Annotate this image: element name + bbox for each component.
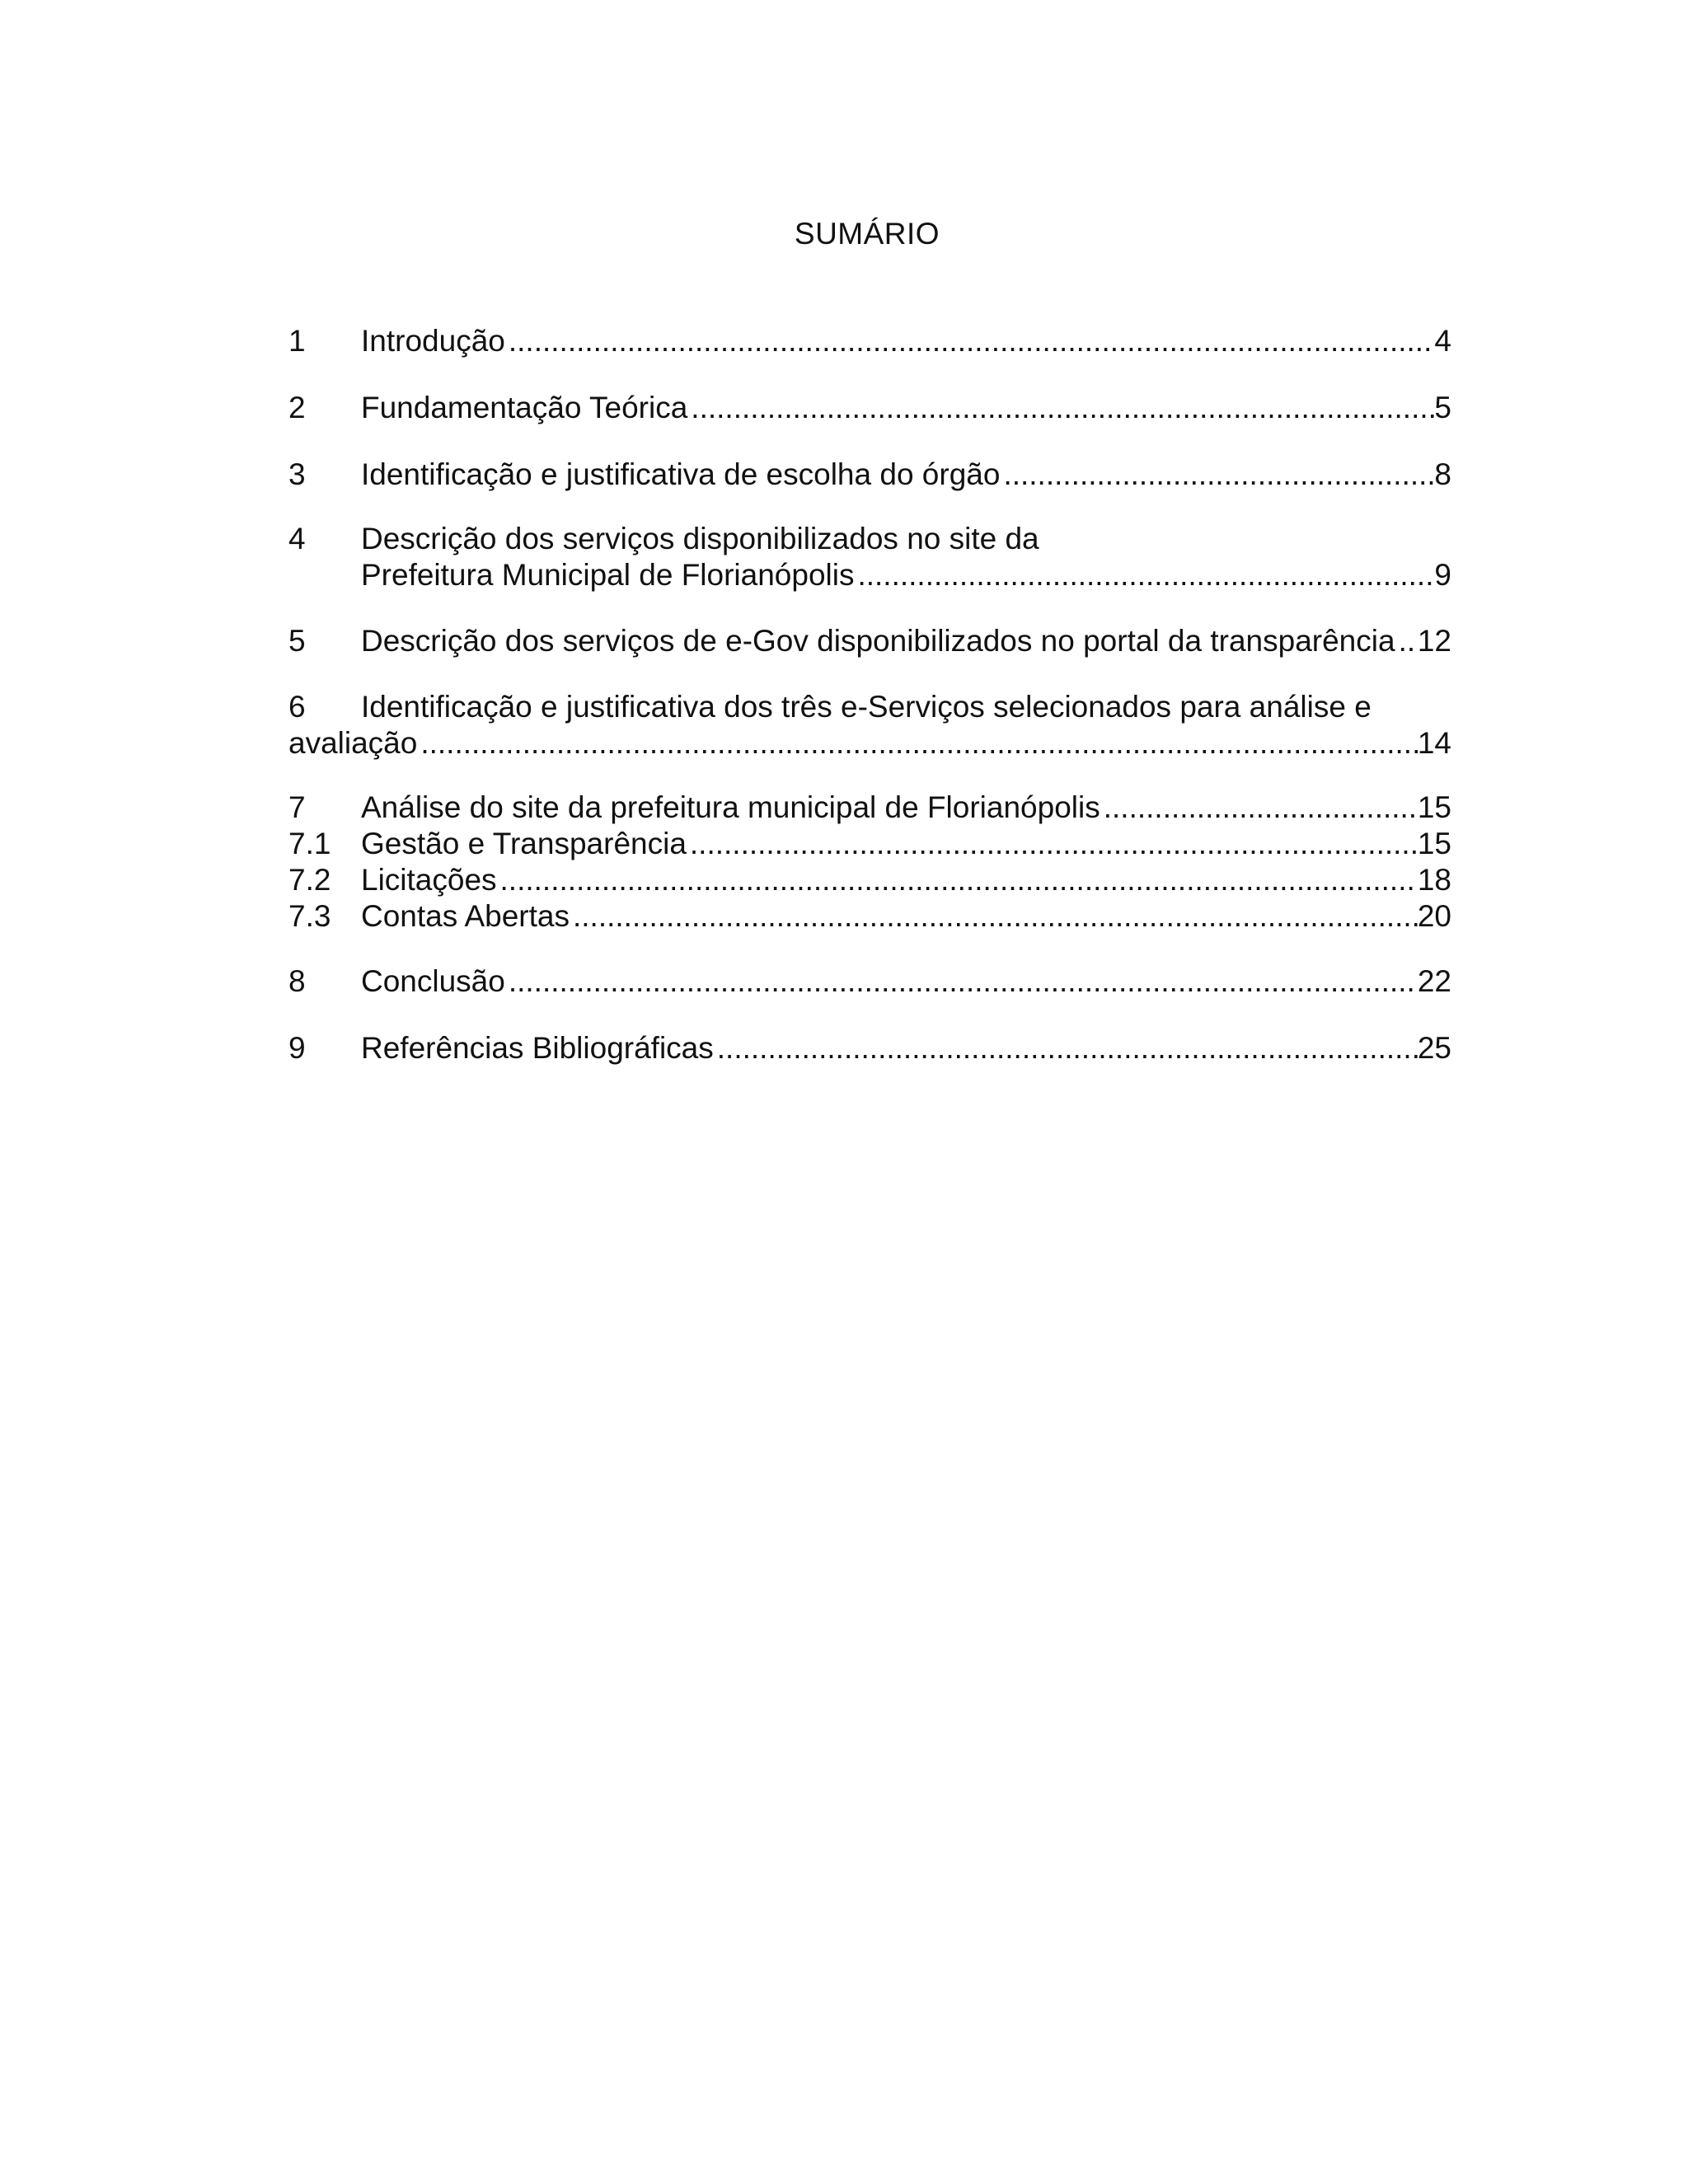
toc-number: 1 xyxy=(288,324,306,358)
toc-number: 7 xyxy=(288,790,306,824)
toc-page-number: 12 xyxy=(1417,624,1451,658)
toc-title: Gestão e Transparência xyxy=(361,827,687,860)
toc-entry-8[interactable] xyxy=(288,963,1451,1000)
toc-title: Conclusão xyxy=(361,964,505,998)
toc-number: 5 xyxy=(288,624,306,658)
dot-leader xyxy=(1100,790,1418,826)
toc-entry-6-continuation[interactable] xyxy=(288,725,1451,762)
dot-leader xyxy=(505,963,1418,1000)
toc-number: 3 xyxy=(288,457,306,491)
toc-page-number: 8 xyxy=(1434,457,1451,491)
toc-title: Licitações xyxy=(361,863,497,897)
toc-page-number: 22 xyxy=(1417,964,1451,998)
toc-entry-3[interactable] xyxy=(288,457,1451,493)
toc-entry-4-continuation[interactable] xyxy=(288,557,1451,593)
toc-title-line1: Identificação e justificativa dos três e-Serviços selecionados para análise e xyxy=(361,690,1372,724)
dot-leader xyxy=(1000,457,1434,493)
toc-number: 4 xyxy=(288,522,306,555)
toc-title: Descrição dos serviços de e-Gov disponibilizados no portal da transparência xyxy=(361,624,1395,658)
toc-page-number: 18 xyxy=(1417,863,1451,897)
toc-number: 7.2 xyxy=(288,863,331,897)
dot-leader xyxy=(687,826,1418,862)
dot-leader xyxy=(1395,623,1418,659)
toc-number: 7.1 xyxy=(288,827,331,860)
toc-title-line2: Prefeitura Municipal de Florianópolis xyxy=(361,558,855,592)
toc-title: Contas Abertas xyxy=(361,899,570,933)
toc-title-line2: avaliação xyxy=(288,726,418,760)
page-title: SUMÁRIO xyxy=(794,217,940,251)
toc-entry-6[interactable] xyxy=(288,689,1451,725)
toc-page-number: 9 xyxy=(1434,558,1451,592)
toc-title: Identificação e justificativa de escolha do órgão xyxy=(361,457,1001,491)
toc-page-number: 25 xyxy=(1417,1031,1451,1065)
toc-page-number: 5 xyxy=(1434,391,1451,424)
toc-entry-2[interactable] xyxy=(288,390,1451,426)
toc-page-number: 15 xyxy=(1417,827,1451,860)
dot-leader xyxy=(417,725,1418,762)
toc-title: Fundamentação Teórica xyxy=(361,391,688,424)
toc-entry-9[interactable] xyxy=(288,1030,1451,1066)
toc-number: 9 xyxy=(288,1031,306,1065)
dot-leader xyxy=(570,898,1418,935)
toc-page-number: 14 xyxy=(1417,726,1451,760)
toc-page-number: 15 xyxy=(1417,790,1451,824)
dot-leader xyxy=(714,1030,1418,1066)
toc-number: 2 xyxy=(288,391,306,424)
toc-number: 6 xyxy=(288,690,306,724)
toc-entry-7-2[interactable] xyxy=(288,862,1451,898)
toc-entry-1[interactable] xyxy=(288,323,1451,359)
toc-number: 8 xyxy=(288,964,306,998)
toc-entry-7-3[interactable] xyxy=(288,898,1451,935)
toc-entry-5[interactable] xyxy=(288,623,1451,659)
toc-page-number: 4 xyxy=(1434,324,1451,358)
toc-title-line1: Descrição dos serviços disponibilizados no site da xyxy=(361,522,1039,555)
dot-leader xyxy=(497,862,1418,898)
toc-number: 7.3 xyxy=(288,899,331,933)
dot-leader xyxy=(505,323,1435,359)
toc-title: Introdução xyxy=(361,324,505,358)
toc-entry-4[interactable] xyxy=(288,521,1451,557)
toc-page-number: 20 xyxy=(1417,899,1451,933)
toc-title: Análise do site da prefeitura municipal de Florianópolis xyxy=(361,790,1100,824)
toc-entry-7-1[interactable] xyxy=(288,826,1451,862)
toc-title: Referências Bibliográficas xyxy=(361,1031,714,1065)
dot-leader xyxy=(854,557,1434,593)
toc-entry-7[interactable] xyxy=(288,790,1451,826)
dot-leader xyxy=(687,390,1434,426)
